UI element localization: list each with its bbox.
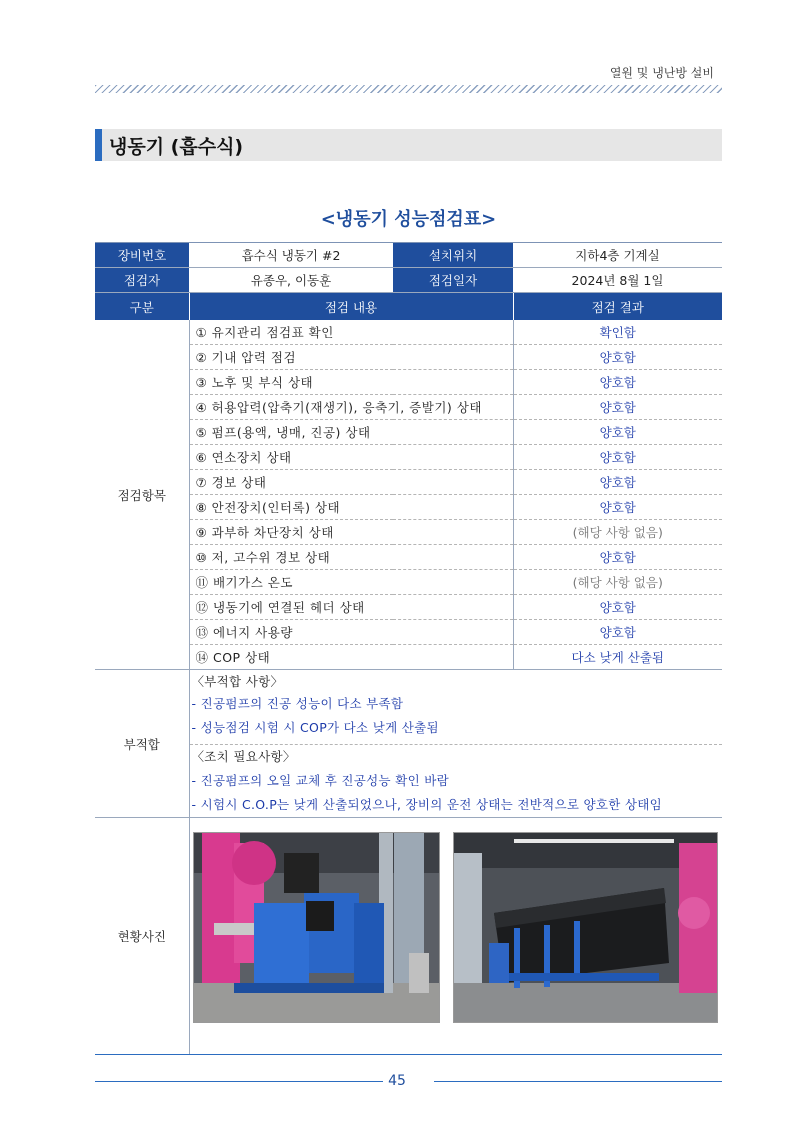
table-row	[95, 370, 722, 395]
table-row	[95, 320, 722, 345]
location-label: 설치위치	[393, 243, 513, 268]
item-label: ⑪ 배기가스 온도	[189, 570, 513, 595]
item-result: 양호함	[513, 545, 722, 570]
table-row	[95, 520, 722, 545]
item-result: 양호함	[513, 470, 722, 495]
table-row	[95, 645, 722, 670]
actions-title: 〈조치 필요사항〉	[191, 749, 296, 764]
item-result: 양호함	[513, 620, 722, 645]
table-row	[95, 495, 722, 520]
chiller-side-illustration	[454, 833, 717, 1022]
header-section-label: 열원 및 냉난방 설비	[609, 66, 714, 80]
inspector-label: 점검자	[95, 268, 189, 293]
equipment-number-label: 장비번호	[95, 243, 189, 268]
item-result: 확인함	[513, 320, 722, 345]
item-result: 양호함	[513, 370, 722, 395]
nonconformity-items-title: 〈부적합 사항〉	[191, 674, 284, 689]
item-result: (해당 사항 없음)	[513, 570, 722, 595]
photo-category: 현황사진	[95, 818, 189, 1055]
date-value: 2024년 8월 1일	[513, 268, 722, 293]
item-label: ④ 허용압력(압축기(재생기), 응축기, 증발기) 상태	[189, 395, 513, 420]
item-result: 양호함	[513, 445, 722, 470]
equipment-number-value: 흡수식 냉동기 #2	[189, 243, 393, 268]
nonconformity-item: - 진공펌프의 진공 성능이 다소 부족함	[191, 696, 404, 711]
item-result: 다소 낮게 산출됨	[513, 645, 722, 670]
header-hatch-divider	[95, 85, 722, 93]
action-item: - 시험시 C.O.P는 낮게 산출되었으나, 장비의 운전 상태는 전반적으로 양호한 상태임	[191, 797, 662, 812]
header-category: 구분	[95, 293, 189, 321]
item-label: ② 기내 압력 점검	[189, 345, 513, 370]
header-content: 점검 내용	[189, 293, 513, 321]
nonconformity-content	[189, 670, 722, 818]
item-label: ① 유지관리 점검표 확인	[189, 320, 513, 345]
item-result: 양호함	[513, 420, 722, 445]
item-result: (해당 사항 없음)	[513, 520, 722, 545]
nonconformity-category: 부적합	[95, 670, 189, 818]
chiller-front-illustration	[194, 833, 439, 1022]
table-row	[95, 595, 722, 620]
header-result: 점검 결과	[513, 293, 722, 321]
section-title: 냉동기 (흡수식)	[109, 136, 244, 158]
item-label: ⑦ 경보 상태	[189, 470, 513, 495]
item-label: ⑧ 안전장치(인터록) 상태	[189, 495, 513, 520]
action-item: - 진공펌프의 오일 교체 후 진공성능 확인 바람	[191, 773, 449, 788]
equipment-photo-1	[193, 832, 440, 1023]
table-row	[95, 545, 722, 570]
table-header-row	[95, 293, 722, 321]
item-label: ⑫ 냉동기에 연결된 헤더 상태	[189, 595, 513, 620]
item-label: ⑤ 펌프(용액, 냉매, 진공) 상태	[189, 420, 513, 445]
nonconformity-row	[95, 670, 722, 818]
section-accent	[95, 129, 102, 161]
table-row	[95, 420, 722, 445]
page-number: 45	[388, 1073, 406, 1089]
table-row	[95, 345, 722, 370]
table-row	[95, 445, 722, 470]
info-row-inspector	[95, 268, 722, 293]
table-row	[95, 395, 722, 420]
item-label: ⑬ 에너지 사용량	[189, 620, 513, 645]
item-result: 양호함	[513, 495, 722, 520]
item-label: ⑩ 저, 고수위 경보 상태	[189, 545, 513, 570]
item-result: 양호함	[513, 395, 722, 420]
item-label: ⑭ COP 상태	[189, 645, 513, 670]
item-label: ③ 노후 및 부식 상태	[189, 370, 513, 395]
location-value: 지하4층 기계실	[513, 243, 722, 268]
equipment-photo-2	[453, 832, 718, 1023]
nonconformity-item: - 성능점검 시험 시 COP가 다소 낮게 산출됨	[191, 720, 439, 735]
item-label: ⑥ 연소장치 상태	[189, 445, 513, 470]
item-label: ⑨ 과부하 차단장치 상태	[189, 520, 513, 545]
info-row-equipment	[95, 243, 722, 268]
table-row	[95, 620, 722, 645]
table-row	[95, 570, 722, 595]
date-label: 점검일자	[393, 268, 513, 293]
item-result: 양호함	[513, 595, 722, 620]
document-title: <냉동기 성능점검표>	[320, 209, 497, 230]
items-category: 점검항목	[95, 320, 189, 670]
table-row	[95, 470, 722, 495]
section-title-bar	[95, 129, 722, 161]
inspector-value: 유종우, 이동훈	[189, 268, 393, 293]
item-result: 양호함	[513, 345, 722, 370]
